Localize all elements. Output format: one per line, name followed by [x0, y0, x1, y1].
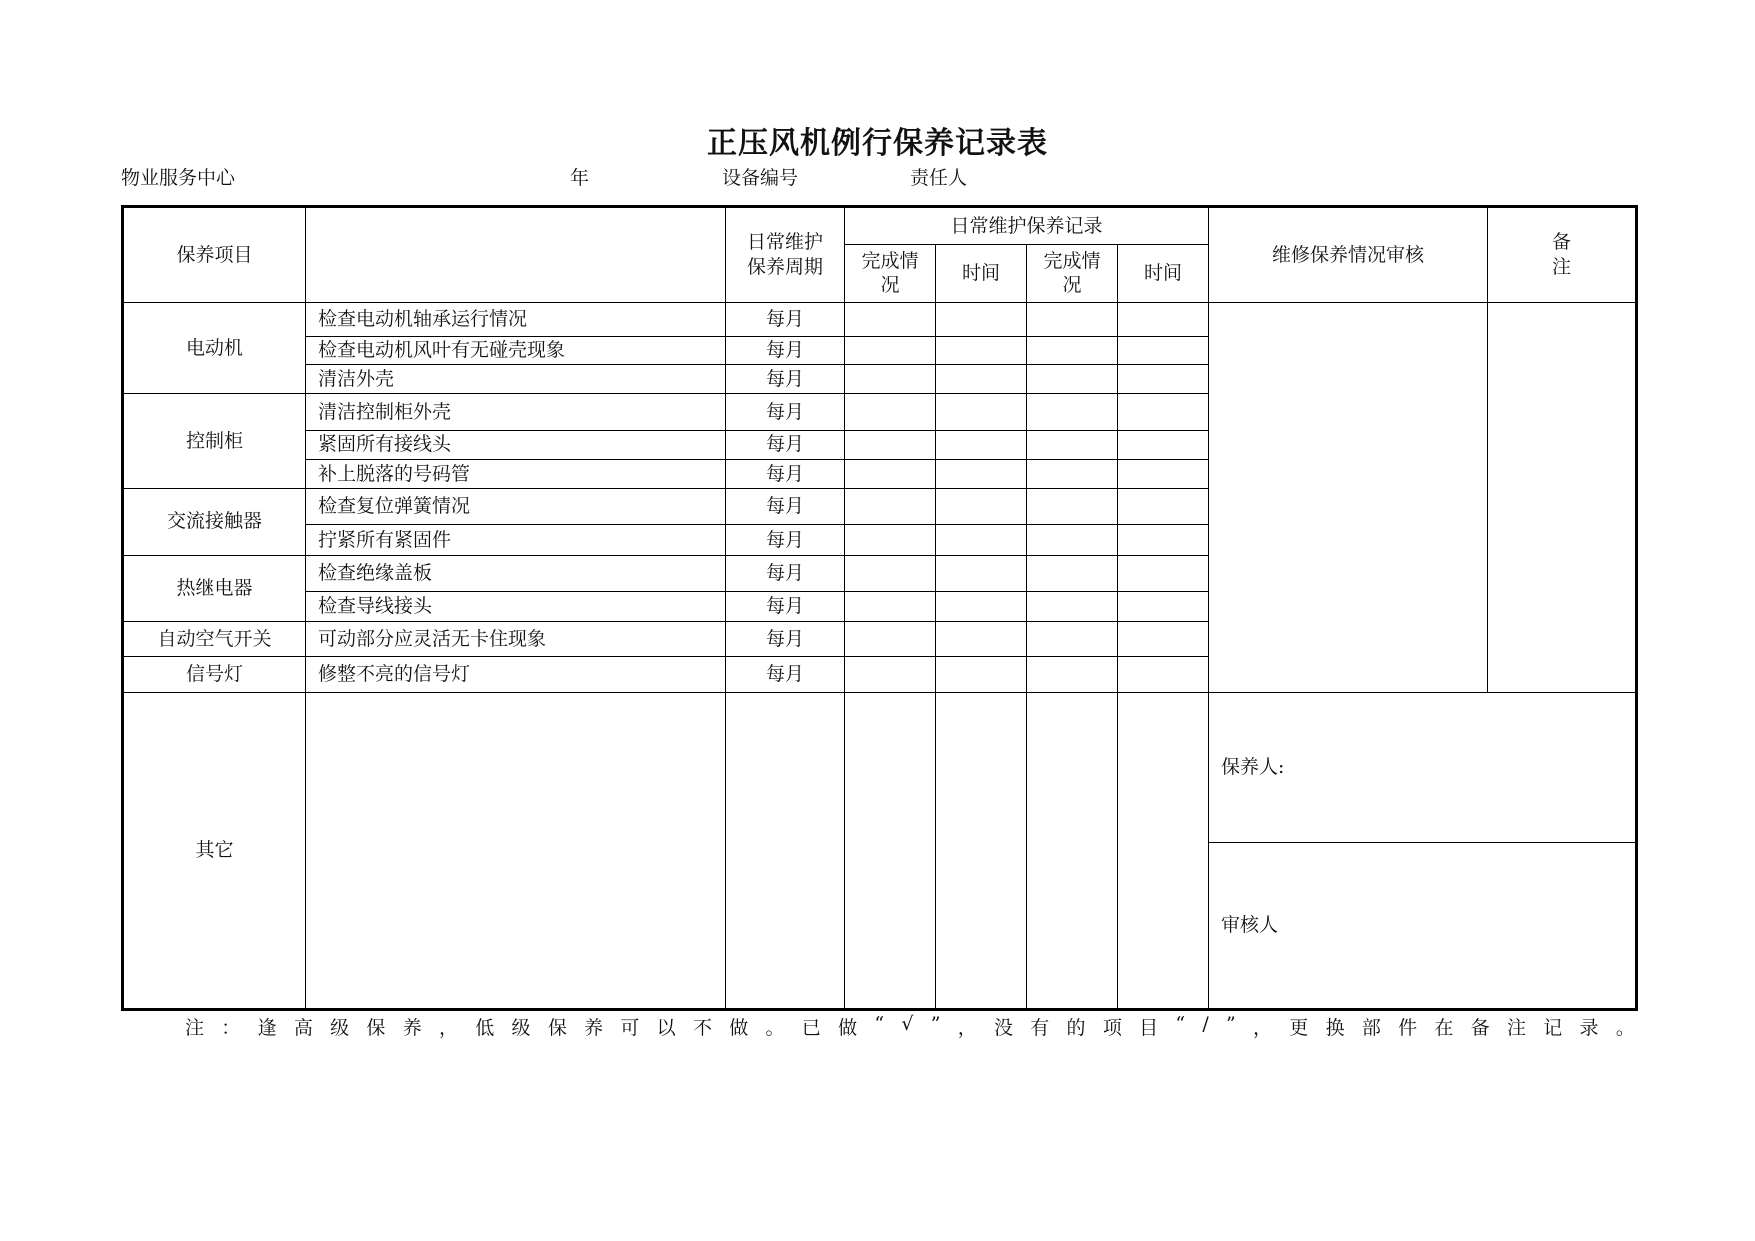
time-1-cell[interactable] — [936, 489, 1027, 525]
time-2-cell[interactable] — [1118, 489, 1209, 525]
header-remark — [1488, 207, 1637, 303]
other-done-2-cell[interactable] — [1027, 692, 1118, 1010]
done-2-cell[interactable] — [1027, 302, 1118, 336]
task-cycle: 每月 — [726, 302, 845, 336]
done-1-cell[interactable] — [845, 622, 936, 657]
other-cycle-cell[interactable] — [726, 692, 845, 1010]
group-name: 信号灯 — [123, 657, 306, 692]
task-cycle: 每月 — [726, 489, 845, 525]
task-cycle: 每月 — [726, 430, 845, 459]
time-1-cell[interactable] — [936, 394, 1027, 430]
time-2-cell[interactable] — [1118, 459, 1209, 488]
header-time-2: 时间 — [1118, 245, 1209, 302]
time-1-cell[interactable] — [936, 657, 1027, 692]
reviewer-signature[interactable]: 审核人 — [1209, 842, 1637, 1009]
done-2-cell[interactable] — [1027, 394, 1118, 430]
done-1-cell[interactable] — [845, 459, 936, 488]
other-time-2-cell[interactable] — [1118, 692, 1209, 1010]
header-daily-record: 日常维护保养记录 — [845, 207, 1209, 245]
task-item: 修整不亮的信号灯 — [306, 657, 726, 692]
meta-year: 年 — [570, 167, 590, 189]
done-2-cell[interactable] — [1027, 459, 1118, 488]
maintenance-record-table — [121, 205, 1638, 1011]
review-cell[interactable] — [1209, 302, 1488, 692]
task-item: 检查电动机轴承运行情况 — [306, 302, 726, 336]
header-item: 保养项目 — [123, 207, 306, 303]
group-name: 自动空气开关 — [123, 622, 306, 657]
time-1-cell[interactable] — [936, 525, 1027, 555]
header-content — [306, 207, 726, 303]
task-item: 检查电动机风叶有无碰壳现象 — [306, 336, 726, 364]
meta-device-no: 设备编号 — [722, 167, 799, 189]
done-1-cell[interactable] — [845, 525, 936, 555]
time-1-cell[interactable] — [936, 459, 1027, 488]
header-time-1: 时间 — [936, 245, 1027, 302]
done-2-cell[interactable] — [1027, 555, 1118, 591]
task-item: 可动部分应灵活无卡住现象 — [306, 622, 726, 657]
time-2-cell[interactable] — [1118, 430, 1209, 459]
other-done-1-cell[interactable] — [845, 692, 936, 1010]
header-done-2-text: 完成情 况 — [1043, 249, 1101, 297]
form-title: 正压风机例行保养记录表 — [707, 126, 1048, 161]
time-1-cell[interactable] — [936, 302, 1027, 336]
time-1-cell[interactable] — [936, 622, 1027, 657]
remark-cell[interactable] — [1488, 302, 1637, 692]
task-cycle: 每月 — [726, 394, 845, 430]
time-2-cell[interactable] — [1118, 394, 1209, 430]
task-cycle: 每月 — [726, 591, 845, 621]
task-item: 拧紧所有紧固件 — [306, 525, 726, 555]
time-1-cell[interactable] — [936, 336, 1027, 364]
header-cycle — [726, 207, 845, 303]
header-done-1 — [845, 245, 936, 302]
done-2-cell[interactable] — [1027, 622, 1118, 657]
group-name: 交流接触器 — [123, 489, 306, 555]
done-2-cell[interactable] — [1027, 430, 1118, 459]
other-time-1-cell[interactable] — [936, 692, 1027, 1010]
other-content-cell[interactable] — [306, 692, 726, 1010]
done-1-cell[interactable] — [845, 394, 936, 430]
task-cycle: 每月 — [726, 336, 845, 364]
task-cycle: 每月 — [726, 365, 845, 394]
task-item: 清洁外壳 — [306, 365, 726, 394]
time-1-cell[interactable] — [936, 365, 1027, 394]
done-1-cell[interactable] — [845, 302, 936, 336]
done-2-cell[interactable] — [1027, 591, 1118, 621]
time-2-cell[interactable] — [1118, 657, 1209, 692]
done-2-cell[interactable] — [1027, 525, 1118, 555]
time-2-cell[interactable] — [1118, 365, 1209, 394]
task-item: 检查复位弹簧情况 — [306, 489, 726, 525]
task-cycle: 每月 — [726, 525, 845, 555]
done-1-cell[interactable] — [845, 489, 936, 525]
other-label: 其它 — [123, 692, 306, 1010]
done-1-cell[interactable] — [845, 555, 936, 591]
time-2-cell[interactable] — [1118, 555, 1209, 591]
task-cycle: 每月 — [726, 657, 845, 692]
task-item: 清洁控制柜外壳 — [306, 394, 726, 430]
done-2-cell[interactable] — [1027, 489, 1118, 525]
task-item: 检查绝缘盖板 — [306, 555, 726, 591]
time-2-cell[interactable] — [1118, 591, 1209, 621]
header-cycle-text: 日常维护 保养周期 — [746, 231, 823, 278]
group-name: 控制柜 — [123, 394, 306, 489]
time-2-cell[interactable] — [1118, 336, 1209, 364]
done-1-cell[interactable] — [845, 591, 936, 621]
time-1-cell[interactable] — [936, 430, 1027, 459]
done-1-cell[interactable] — [845, 336, 936, 364]
done-1-cell[interactable] — [845, 365, 936, 394]
task-item: 检查导线接头 — [306, 591, 726, 621]
task-item: 补上脱落的号码管 — [306, 459, 726, 488]
task-cycle: 每月 — [726, 555, 845, 591]
header-review: 维修保养情况审核 — [1209, 207, 1488, 303]
time-2-cell[interactable] — [1118, 622, 1209, 657]
done-2-cell[interactable] — [1027, 336, 1118, 364]
time-2-cell[interactable] — [1118, 525, 1209, 555]
time-1-cell[interactable] — [936, 555, 1027, 591]
task-cycle: 每月 — [726, 459, 845, 488]
time-1-cell[interactable] — [936, 591, 1027, 621]
done-1-cell[interactable] — [845, 657, 936, 692]
done-2-cell[interactable] — [1027, 365, 1118, 394]
time-2-cell[interactable] — [1118, 302, 1209, 336]
header-done-1-text: 完成情 况 — [861, 249, 919, 297]
header-remark-text: 备 注 — [1552, 231, 1572, 278]
footnote: 注 ： 逢 高 级 保 养 ， 低 级 保 养 可 以 不 做 。 已 做 “ √ ” ， 没 有 的 项 目 “ / ” ， 更 换 部 件 在 备 注 记 录 。 — [185, 1013, 1635, 1039]
maintainer-signature[interactable]: 保养人: — [1209, 692, 1637, 842]
done-2-cell[interactable] — [1027, 657, 1118, 692]
task-item: 紧固所有接线头 — [306, 430, 726, 459]
group-name: 热继电器 — [123, 555, 306, 621]
meta-center: 物业服务中心 — [121, 167, 236, 189]
header-done-2 — [1027, 245, 1118, 302]
group-name: 电动机 — [123, 302, 306, 394]
task-cycle: 每月 — [726, 622, 845, 657]
done-1-cell[interactable] — [845, 430, 936, 459]
meta-responsible: 责任人 — [910, 167, 968, 189]
